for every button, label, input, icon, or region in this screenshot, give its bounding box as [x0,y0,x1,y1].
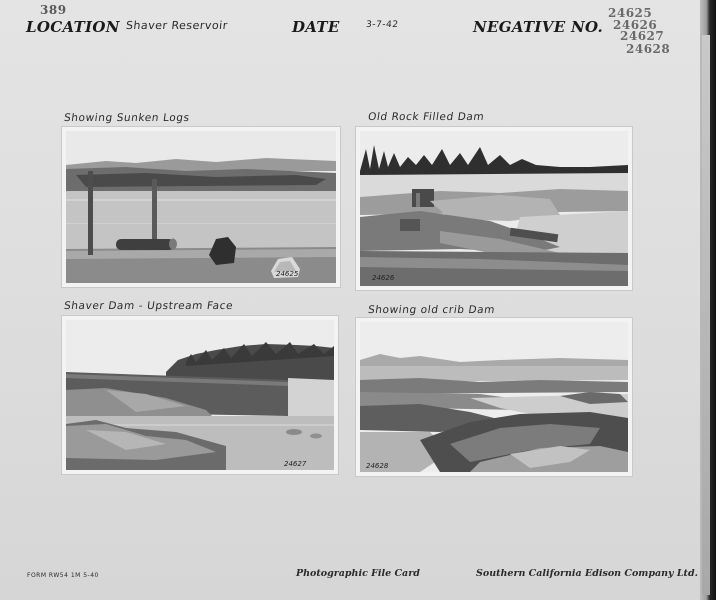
negative-number-4: 24628 [626,42,671,56]
date-label: DATE [292,18,340,36]
negative-number-3: 24627 [620,29,665,43]
photo-negative-3: 24627 [284,460,307,468]
photo-negative-1: 24625 [276,270,299,278]
location-label: LOCATION [26,18,120,36]
photo-shaver-dam-upstream [62,316,338,474]
photo-caption-1: Showing Sunken Logs [63,112,191,124]
date-value: 3-7-42 [365,20,399,30]
photo-caption-4: Showing old crib Dam [367,304,496,316]
photo-caption-3: Shaver Dam - Upstream Face [63,300,234,312]
photo-rock-filled-dam [356,127,632,290]
scanner-edge-inner [702,35,710,595]
location-value: Shaver Reservoir [125,19,229,32]
photo-old-crib-dam [356,318,632,476]
form-number: FORM RW54 1M 5-40 [27,572,99,579]
photo-sunken-logs [62,127,340,287]
photo-negative-4: 24628 [366,462,389,470]
negative-number-2: 24626 [613,18,658,32]
negative-label: NEGATIVE NO. [473,18,603,36]
card-number: 389 [40,3,67,17]
footer-company: Southern California Edison Company Ltd. [476,568,698,579]
negative-number-1: 24625 [608,6,653,20]
photo-caption-2: Old Rock Filled Dam [367,111,486,123]
footer-title: Photographic File Card [296,568,420,579]
photo-negative-2: 24626 [372,274,395,282]
